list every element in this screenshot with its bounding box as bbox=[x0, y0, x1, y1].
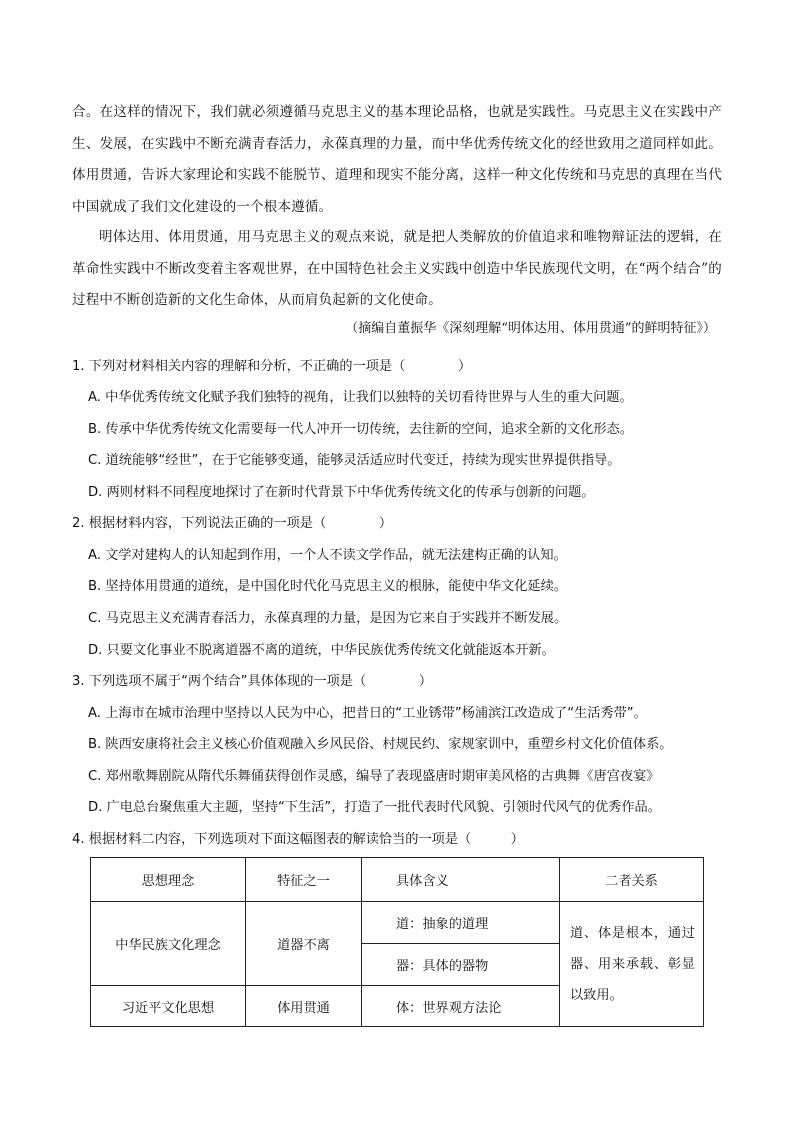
row2-concept: 习近平文化思想 bbox=[91, 986, 246, 1027]
relation-cell: 道、体是根本，通过器、用来承载、彰显以致用。 bbox=[560, 902, 704, 1027]
row1-concept: 中华民族文化理念 bbox=[91, 902, 246, 986]
header-concept: 思想理念 bbox=[91, 858, 246, 902]
row1-meaning-dao: 道：抽象的道理 bbox=[362, 902, 560, 944]
question-1-option-d[interactable]: D. 两则材料不同程度地探讨了在新时代背景下中华优秀传统文化的传承与创新的问题。 bbox=[88, 485, 595, 500]
row1-feature: 道器不离 bbox=[246, 902, 362, 986]
header-feature: 特征之一 bbox=[246, 858, 362, 902]
concept-table bbox=[90, 857, 704, 1027]
question-3-option-b[interactable]: B. 陕西安康将社会主义核心价值观融入乡风民俗、村规民约、家规家训中，重塑乡村文化价值体系。 bbox=[88, 737, 673, 752]
question-1-option-b[interactable]: B. 传承中华优秀传统文化需要每一代人冲开一切传统，去往新的空间，追求全新的文化形态。 bbox=[88, 422, 633, 437]
question-3-option-a[interactable]: A. 上海市在城市治理中坚持以人民为中心，把昔日的“工业锈带”杨浦滨江改造成了“生活秀带”。 bbox=[88, 706, 647, 721]
row2-meaning-ti: 体：世界观方法论 bbox=[362, 986, 560, 1027]
header-meaning: 具体含义 bbox=[362, 858, 560, 902]
passage-paragraph-2: 明体达用、体用贯通，用马克思主义的观点来说，就是把人类解放的价值追求和唯物辩证法的逻辑，在革命性实践中不断改变着主客观世界，在中国特色社会主义实践中创造中华民族现代文明，在“两个结合”的过程中不断创造新的文化生命体，从而肩负起新的文化使命。 bbox=[72, 229, 722, 308]
question-2-stem: 2. 根据材料内容，下列说法正确的一项是（ ） bbox=[72, 516, 393, 531]
passage-source: （摘编自董振华《深刻理解“明体达用、体用贯通”的鲜明特征》） bbox=[345, 321, 716, 336]
question-2-option-b[interactable]: B. 坚持体用贯通的道统，是中国化时代化马克思主义的根脉，能使中华文化延续。 bbox=[88, 579, 567, 594]
question-2-option-d[interactable]: D. 只要文化事业不脱离道器不离的道统，中华民族优秀传统文化就能返本开新。 bbox=[88, 643, 555, 658]
question-3-option-d[interactable]: D. 广电总台聚焦重大主题，坚持“下生活”，打造了一批代表时代风貌、引领时代风气的优秀作品。 bbox=[88, 800, 661, 815]
header-relation: 二者关系 bbox=[560, 858, 704, 902]
passage-paragraph-1: 合。在这样的情况下，我们就必须遵循马克思主义的基本理论品格，也就是实践性。马克思主义在实践中产生、发展，在实践中不断充满青春活力，永葆真理的力量，而中华优秀传统文化的经世致用之道同样如此。体用贯通，告诉大家理论和实践不能脱节、道理和现实不能分离，这样一种文化传统和马克思的真理在当代中国就成了我们文化建设的一个根本遵循。 bbox=[72, 104, 722, 215]
row1-meaning-qi: 器：具体的器物 bbox=[362, 944, 560, 986]
question-3-option-c[interactable]: C. 郑州歌舞剧院从隋代乐舞俑获得创作灵感，编导了表现盛唐时期审美风格的古典舞《唐宫夜宴》 bbox=[88, 769, 660, 784]
question-2-option-c[interactable]: C. 马克思主义充满青春活力，永葆真理的力量，是因为它来自于实践并不断发展。 bbox=[88, 611, 568, 626]
question-2-option-a[interactable]: A. 文学对建构人的认知起到作用，一个人不读文学作品，就无法建构正确的认知。 bbox=[88, 548, 567, 563]
question-1-option-a[interactable]: A. 中华优秀传统文化赋予我们独特的视角，让我们以独特的关切看待世界与人生的重大问题。 bbox=[88, 390, 633, 405]
question-1-option-c[interactable]: C. 道统能够“经世”，在于它能够变通，能够灵活适应时代变迁，持续为现实世界提供指导。 bbox=[88, 453, 621, 468]
question-3-stem: 3. 下列选项不属于“两个结合”具体体现的一项是（ ） bbox=[72, 674, 433, 689]
row2-feature: 体用贯通 bbox=[246, 986, 362, 1027]
question-4-stem: 4. 根据材料二内容，下列选项对下面这幅图表的解读恰当的一项是（ ） bbox=[72, 832, 524, 847]
question-1-stem: 1. 下列对材料相关内容的理解和分析，不正确的一项是（ ） bbox=[72, 359, 472, 374]
